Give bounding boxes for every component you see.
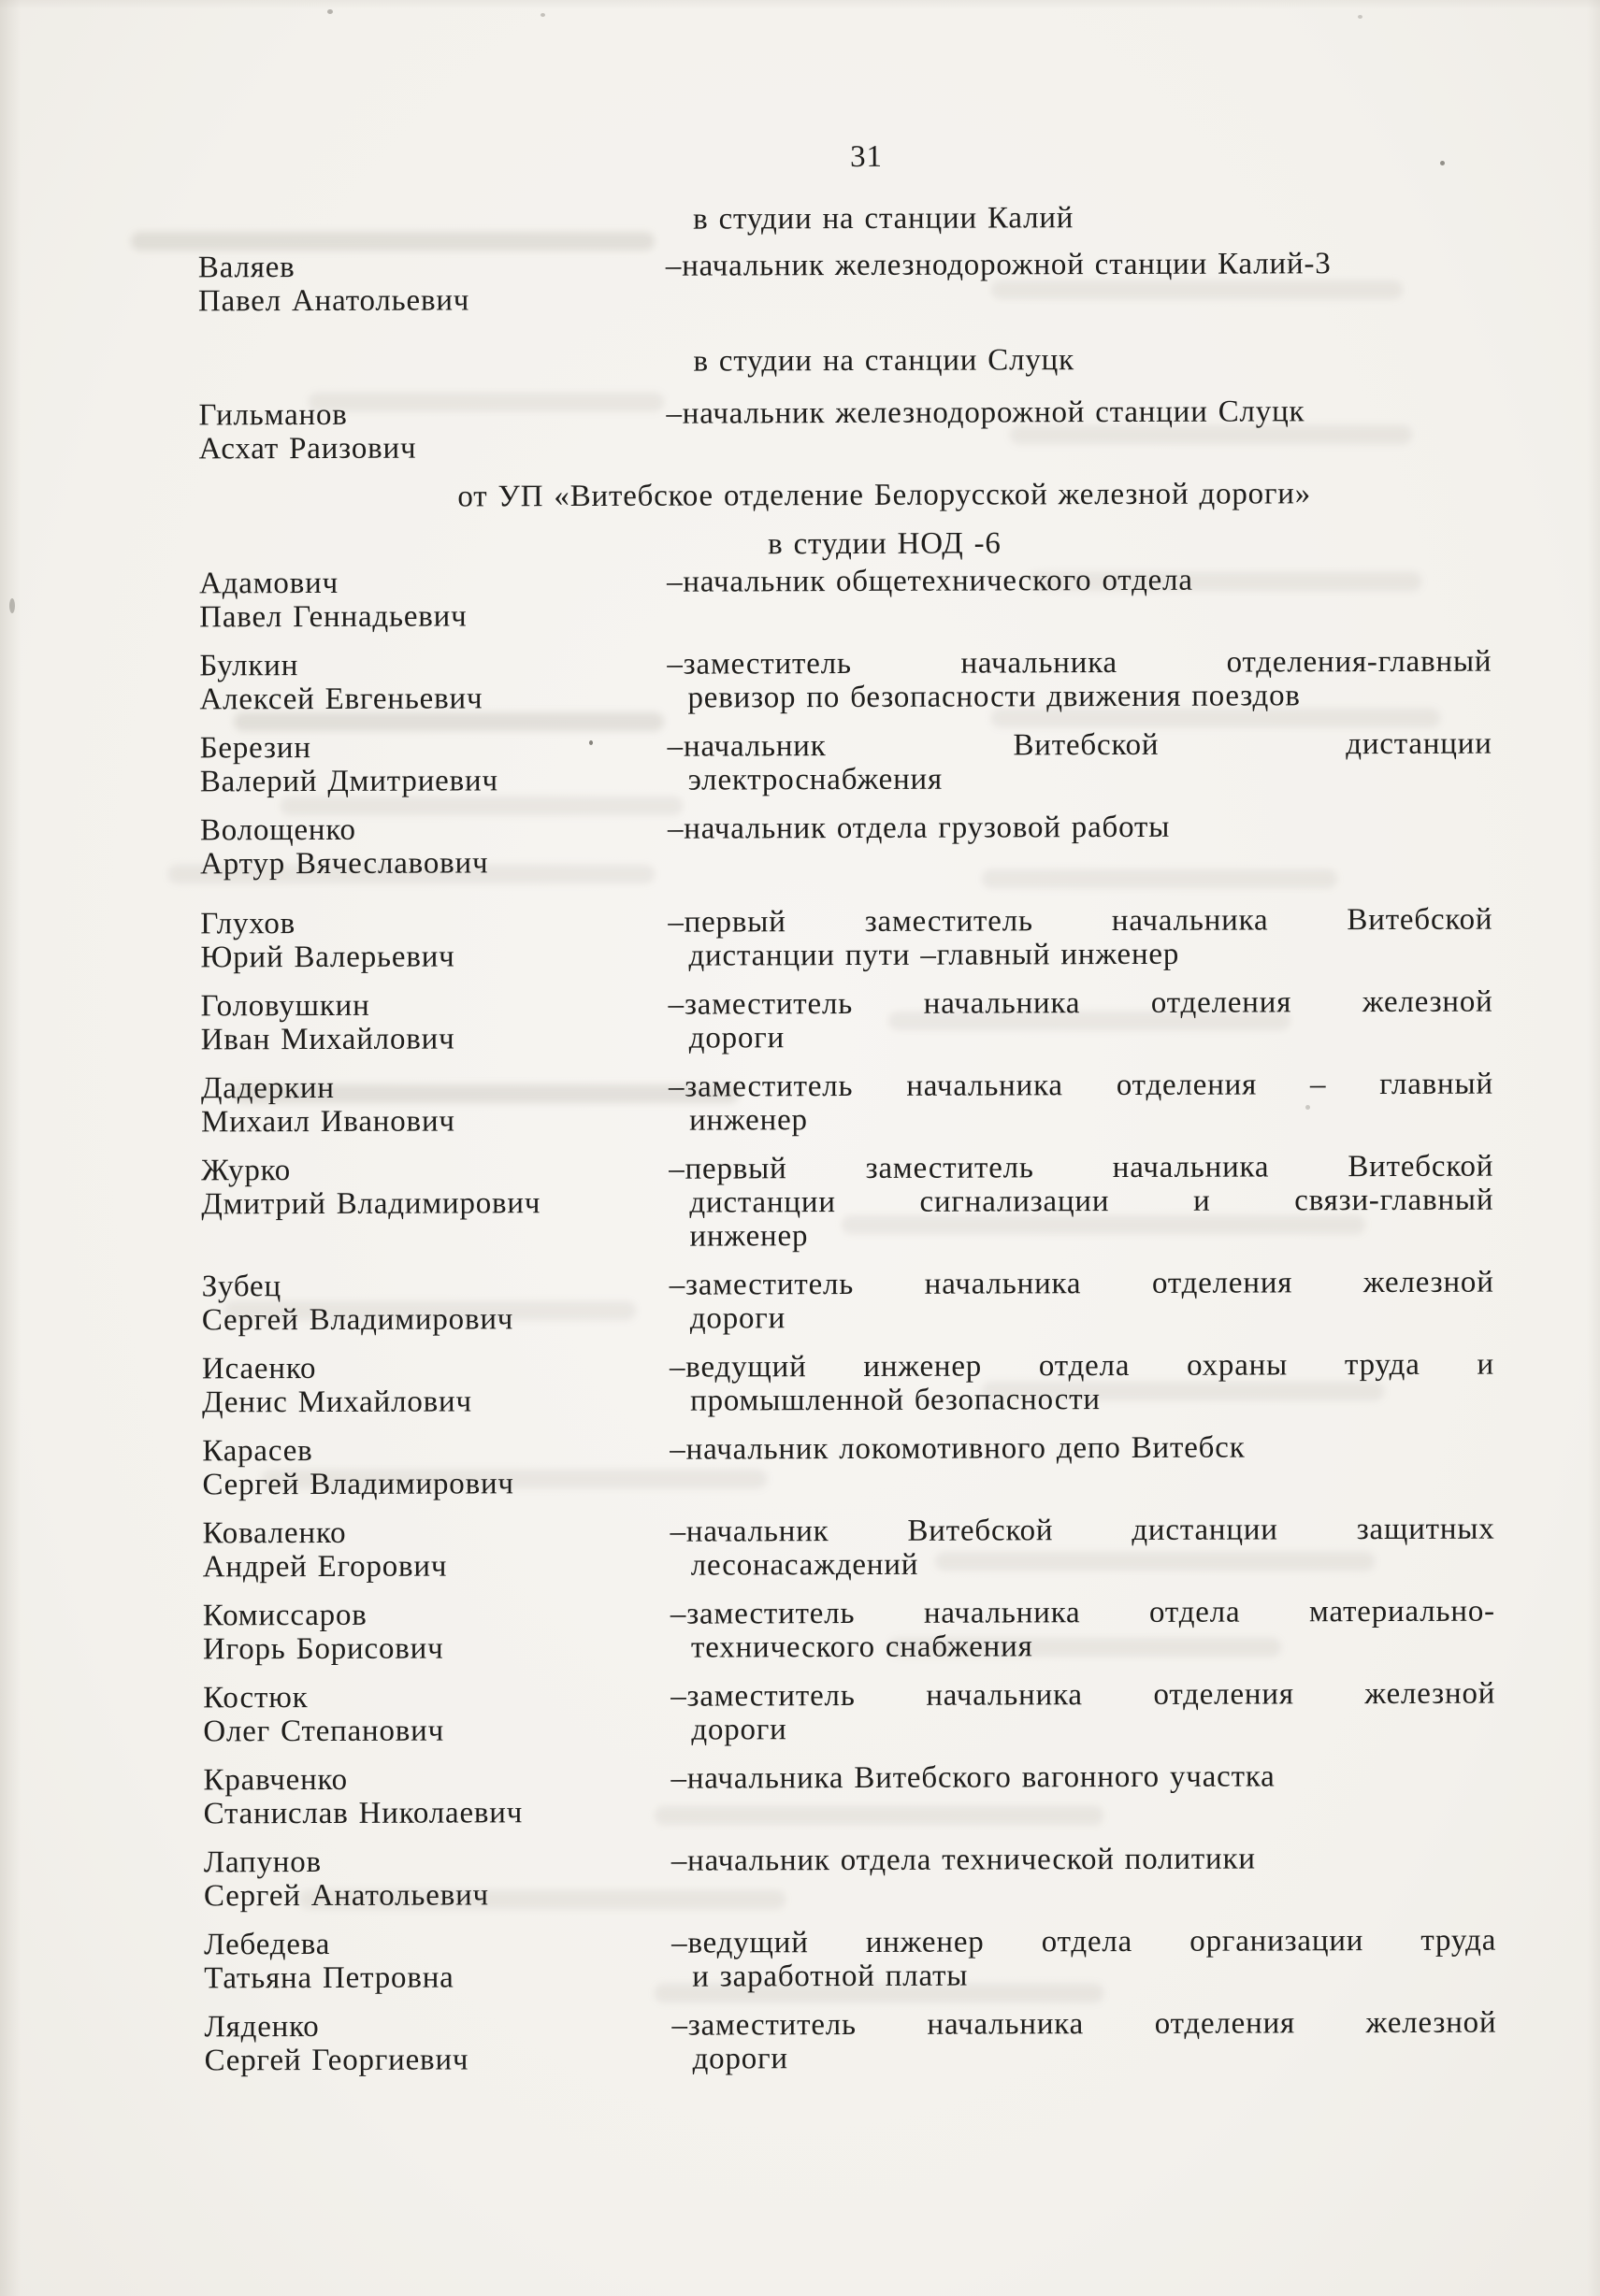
person-entry <box>201 1068 1501 1140</box>
person-entry <box>203 1513 1503 1585</box>
person-position <box>671 1924 1496 1994</box>
section-header-studio-nod6: в студии НОД -6 <box>768 526 1002 562</box>
person-position <box>671 2006 1496 2076</box>
position-line: дороги <box>689 1301 786 1336</box>
position-line: –ведущий инженер отдела организации труда <box>671 1923 1497 1960</box>
person-entry <box>202 1266 1502 1338</box>
position-line: –начальник отдела технической политики <box>670 1842 1256 1878</box>
person-surname: Карасев <box>202 1434 313 1469</box>
position-line: –начальник отдела грузовой работы <box>667 810 1171 846</box>
person-surname: Дадеркин <box>200 1070 335 1106</box>
person-entry <box>198 395 1498 466</box>
position-line: –заместитель начальника отделения железной <box>670 1676 1496 1714</box>
position-line: промышленной безопасности <box>690 1383 1101 1418</box>
person-position <box>669 1068 1493 1138</box>
person-entry <box>202 1348 1502 1420</box>
position-line: –заместитель начальника отделения-главный <box>667 644 1492 682</box>
person-entry <box>202 1430 1502 1502</box>
person-entry <box>203 1595 1503 1667</box>
person-given-names: Иван Михайлович <box>200 1022 455 1057</box>
person-name <box>204 1927 671 1996</box>
position-line: ревизор по безопасности движения поездов <box>687 679 1301 715</box>
person-surname: Головушкин <box>200 988 370 1024</box>
position-line: дороги <box>692 2042 788 2076</box>
person-position <box>670 1430 1494 1500</box>
position-line: лесонасаждений <box>690 1547 919 1583</box>
position-line: –ведущий инженер отдела охраны труда и <box>669 1347 1495 1385</box>
position-line: –начальник железнодорожной станции Слуцк <box>666 395 1305 431</box>
person-given-names: Денис Михайлович <box>202 1385 472 1420</box>
person-entry <box>204 1842 1504 1914</box>
page-number: 31 <box>850 139 883 174</box>
section-header-organization: от УП «Витебское отделение Белорусской железной дороги» <box>457 477 1312 514</box>
position-line: и заработной платы <box>692 1959 969 1994</box>
position-line: –начальник Витебской дистанции защитных <box>670 1512 1495 1549</box>
person-given-names: Павел Анатольевич <box>197 283 470 319</box>
position-line: дистанции пути –главный инженер <box>688 937 1180 973</box>
person-position <box>669 1150 1493 1254</box>
person-position <box>670 1595 1495 1665</box>
person-name <box>202 1269 670 1338</box>
person-name <box>203 1762 670 1831</box>
person-surname: Булкин <box>199 649 299 683</box>
position-line: технического снабжения <box>690 1629 1033 1665</box>
person-entry <box>201 985 1501 1057</box>
position-line: –начальник общетехнического отдела <box>666 563 1193 599</box>
person-name <box>202 1351 670 1420</box>
scan-speck <box>327 9 333 14</box>
position-line: дистанции сигнализации и связи-главный <box>689 1183 1494 1220</box>
person-name <box>199 648 667 717</box>
person-name <box>200 812 668 882</box>
person-position <box>669 985 1493 1055</box>
person-name <box>198 397 666 466</box>
person-entry <box>199 645 1499 717</box>
position-line: дороги <box>688 1021 786 1055</box>
person-surname: Ляденко <box>204 2009 320 2045</box>
person-given-names: Юрий Валерьевич <box>200 940 455 975</box>
person-position <box>666 247 1491 317</box>
person-given-names: Станислав Николаевич <box>203 1796 524 1831</box>
person-entry <box>198 247 1498 319</box>
person-position <box>666 395 1491 465</box>
person-given-names: Сергей Владимирович <box>202 1467 514 1502</box>
position-line: –первый заместитель начальника Витебской <box>669 1149 1494 1186</box>
person-surname: Лебедева <box>204 1927 331 1962</box>
person-given-names: Игорь Борисович <box>202 1631 444 1667</box>
person-surname: Коваленко <box>202 1515 347 1551</box>
person-surname: Кравченко <box>203 1762 349 1798</box>
person-entry <box>204 1924 1504 1996</box>
person-name <box>199 566 667 635</box>
person-position <box>670 1759 1495 1830</box>
person-name <box>200 730 668 799</box>
person-surname: Лапунов <box>203 1844 322 1880</box>
person-name <box>202 1433 670 1502</box>
person-given-names: Михаил Иванович <box>200 1104 455 1140</box>
person-entry <box>200 727 1500 799</box>
person-position <box>670 1513 1495 1583</box>
person-given-names: Валерий Дмитриевич <box>199 764 498 799</box>
document-content <box>197 138 1504 2078</box>
person-position <box>670 1677 1495 1747</box>
person-name <box>204 2009 671 2078</box>
person-entry <box>204 2006 1504 2078</box>
scan-speck <box>1358 15 1362 19</box>
person-surname: Исаенко <box>201 1351 317 1386</box>
person-given-names: Татьяна Петровна <box>204 1960 454 1996</box>
person-given-names: Сергей Анатольевич <box>203 1878 489 1914</box>
person-surname: Комиссаров <box>202 1598 368 1633</box>
person-position <box>670 1348 1494 1418</box>
person-given-names: Андрей Егорович <box>202 1549 448 1585</box>
person-entry <box>203 1759 1503 1831</box>
person-surname: Березин <box>199 731 311 766</box>
person-surname: Глухов <box>200 907 296 941</box>
person-name <box>198 250 666 319</box>
person-name <box>201 988 669 1057</box>
person-name <box>200 906 668 975</box>
person-given-names: Дмитрий Владимирович <box>201 1186 541 1222</box>
person-surname: Журко <box>201 1154 292 1188</box>
person-surname: Зубец <box>201 1270 281 1304</box>
position-line: –начальник локомотивного депо Витебск <box>670 1430 1246 1467</box>
person-given-names: Алексей Евгеньевич <box>199 682 483 717</box>
person-given-names: Артур Вячеславович <box>200 846 489 882</box>
person-position <box>667 563 1492 633</box>
person-name <box>204 1844 671 1914</box>
person-given-names: Олег Степанович <box>203 1714 445 1749</box>
position-line: дороги <box>691 1713 787 1747</box>
position-line: –заместитель начальника отдела материально- <box>670 1594 1495 1631</box>
person-name <box>203 1515 670 1585</box>
position-line: электроснабжения <box>687 762 944 797</box>
person-entry <box>200 903 1500 975</box>
person-position <box>668 727 1492 797</box>
person-surname: Костюк <box>203 1681 309 1715</box>
person-entry <box>199 563 1499 635</box>
person-given-names: Павел Геннадьевич <box>199 599 468 635</box>
position-line: –первый заместитель начальника Витебской <box>668 902 1493 940</box>
scan-speck <box>541 13 545 17</box>
person-name <box>201 1153 669 1256</box>
person-surname: Волощенко <box>199 812 356 848</box>
person-given-names: Асхат Раизович <box>198 431 417 466</box>
section-header-studio-kaliy: в студии на станции Калий <box>693 201 1074 237</box>
position-line: –начальник Витебской дистанции <box>667 726 1492 764</box>
person-entry <box>201 1150 1501 1256</box>
person-given-names: Сергей Георгиевич <box>204 2043 469 2078</box>
person-position <box>671 1842 1496 1912</box>
position-line: –заместитель начальника отделения железной <box>669 1265 1494 1302</box>
person-entry <box>203 1677 1503 1749</box>
section-header-studio-slutsk: в студии на станции Слуцк <box>693 343 1075 379</box>
position-line: инженер <box>688 1103 808 1138</box>
position-line: –заместитель начальника отделения – главный <box>668 1067 1493 1104</box>
position-line: –заместитель начальника отделения железной <box>671 2005 1497 2043</box>
person-surname: Валяев <box>197 251 295 285</box>
position-line: –заместитель начальника отделения железной <box>668 984 1493 1022</box>
person-position <box>668 903 1492 973</box>
person-name <box>203 1680 670 1749</box>
person-position <box>670 1266 1494 1336</box>
person-position <box>668 810 1492 880</box>
person-position <box>667 645 1492 715</box>
person-surname: Гильманов <box>198 397 348 433</box>
person-name <box>203 1598 670 1667</box>
scan-speck <box>9 598 15 613</box>
person-surname: Адамович <box>198 566 339 601</box>
person-name <box>201 1070 669 1140</box>
position-line: –начальника Витебского вагонного участка <box>670 1759 1276 1796</box>
position-line: инженер <box>689 1219 809 1254</box>
person-entry <box>200 810 1500 882</box>
position-line: –начальник железнодорожной станции Калий-3 <box>665 247 1332 283</box>
person-given-names: Сергей Владимирович <box>201 1302 514 1338</box>
